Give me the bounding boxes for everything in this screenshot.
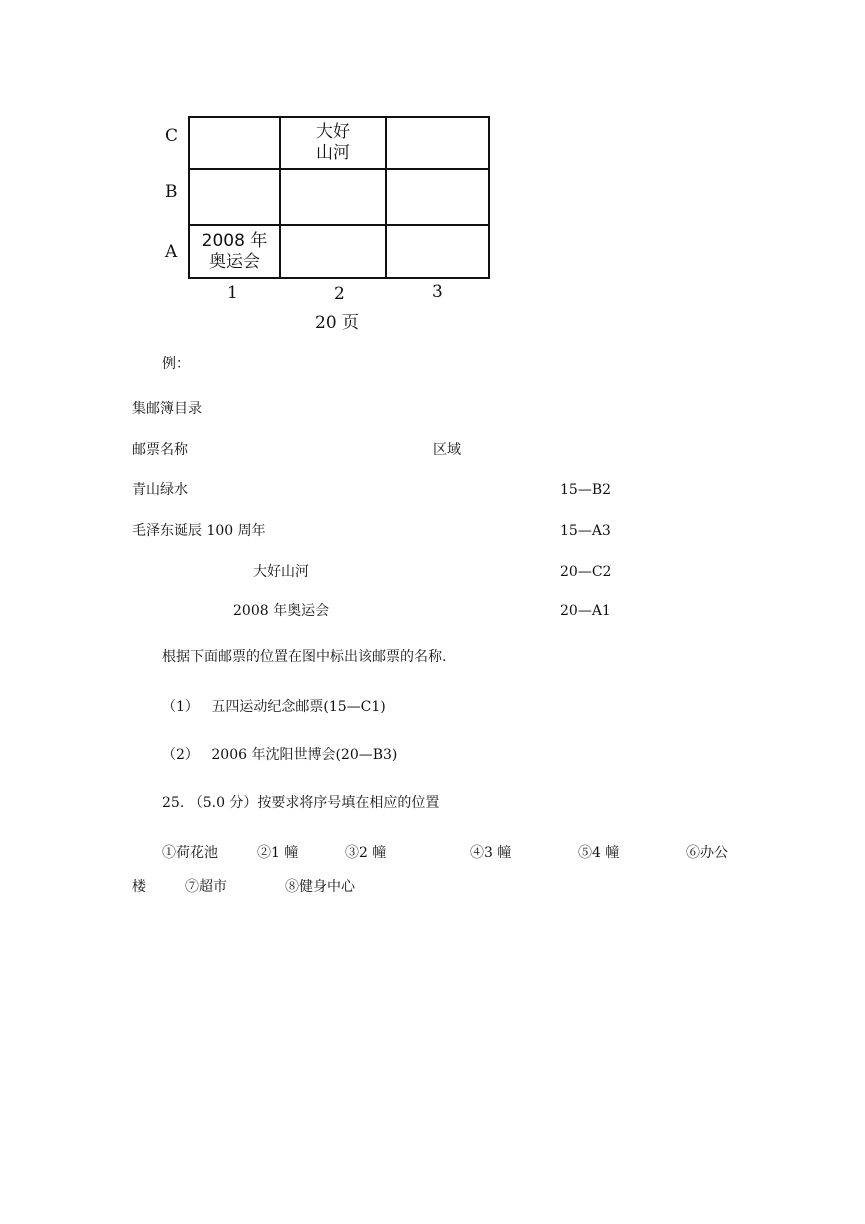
option-5: ⑤4 幢 bbox=[578, 845, 620, 861]
catalog-row-area: 20—C2 bbox=[560, 564, 612, 580]
item-text: 五四运动纪念邮票(15—C1) bbox=[211, 699, 386, 715]
option-7: ⑦超市 bbox=[185, 879, 227, 895]
cell-c2-line2: 山河 bbox=[316, 143, 350, 163]
catalog-header-name: 邮票名称 bbox=[132, 442, 188, 458]
option-2: ②1 幢 bbox=[257, 845, 299, 861]
grid-divider bbox=[385, 118, 387, 277]
catalog-row-area: 15—A3 bbox=[560, 523, 611, 539]
option-6-continued: 楼 bbox=[132, 879, 146, 895]
col-label-1: 1 bbox=[227, 283, 238, 303]
cell-a1-line1: 2008 年 bbox=[201, 231, 268, 251]
cell-c2-line1: 大好 bbox=[316, 122, 350, 142]
stamp-grid bbox=[188, 116, 490, 279]
option-4: ④3 幢 bbox=[470, 845, 512, 861]
catalog-row-name: 青山绿水 bbox=[132, 482, 188, 498]
row-label-b: B bbox=[165, 182, 178, 202]
catalog-title: 集邮簿目录 bbox=[132, 401, 202, 417]
cell-c2 bbox=[281, 122, 385, 164]
row-label-c: C bbox=[165, 126, 179, 146]
catalog-row-name: 2008 年奥运会 bbox=[233, 603, 330, 619]
item-number: （1） bbox=[162, 699, 199, 715]
catalog-row-area: 20—A1 bbox=[560, 603, 611, 619]
option-6: ⑥办公 bbox=[686, 845, 728, 861]
option-3: ③2 幢 bbox=[345, 845, 387, 861]
instruction-text: 根据下面邮票的位置在图中标出该邮票的名称. bbox=[162, 649, 447, 665]
catalog-row-name: 毛泽东诞辰 100 周年 bbox=[132, 523, 266, 539]
question-25: 25. （5.0 分）按要求将序号填在相应的位置 bbox=[162, 795, 440, 811]
row-label-a: A bbox=[165, 242, 178, 262]
item-1 bbox=[162, 698, 386, 716]
cell-a1 bbox=[190, 231, 279, 273]
col-label-3: 3 bbox=[432, 282, 443, 302]
catalog-row-area: 15—B2 bbox=[560, 482, 612, 498]
item-number: （2） bbox=[162, 747, 199, 763]
item-text: 2006 年沈阳世博会(20—B3) bbox=[211, 747, 398, 763]
catalog-row-name: 大好山河 bbox=[253, 564, 309, 580]
item-2 bbox=[162, 746, 397, 764]
example-label: 例： bbox=[162, 356, 190, 372]
option-8: ⑧健身中心 bbox=[285, 879, 355, 895]
grid-divider bbox=[190, 168, 488, 170]
catalog-header-area: 区域 bbox=[433, 442, 461, 458]
grid-divider bbox=[190, 224, 488, 226]
page-label: 20 页 bbox=[315, 313, 360, 333]
option-1: ①荷花池 bbox=[162, 845, 218, 861]
cell-a1-line2: 奥运会 bbox=[209, 252, 260, 272]
col-label-2: 2 bbox=[334, 284, 345, 304]
